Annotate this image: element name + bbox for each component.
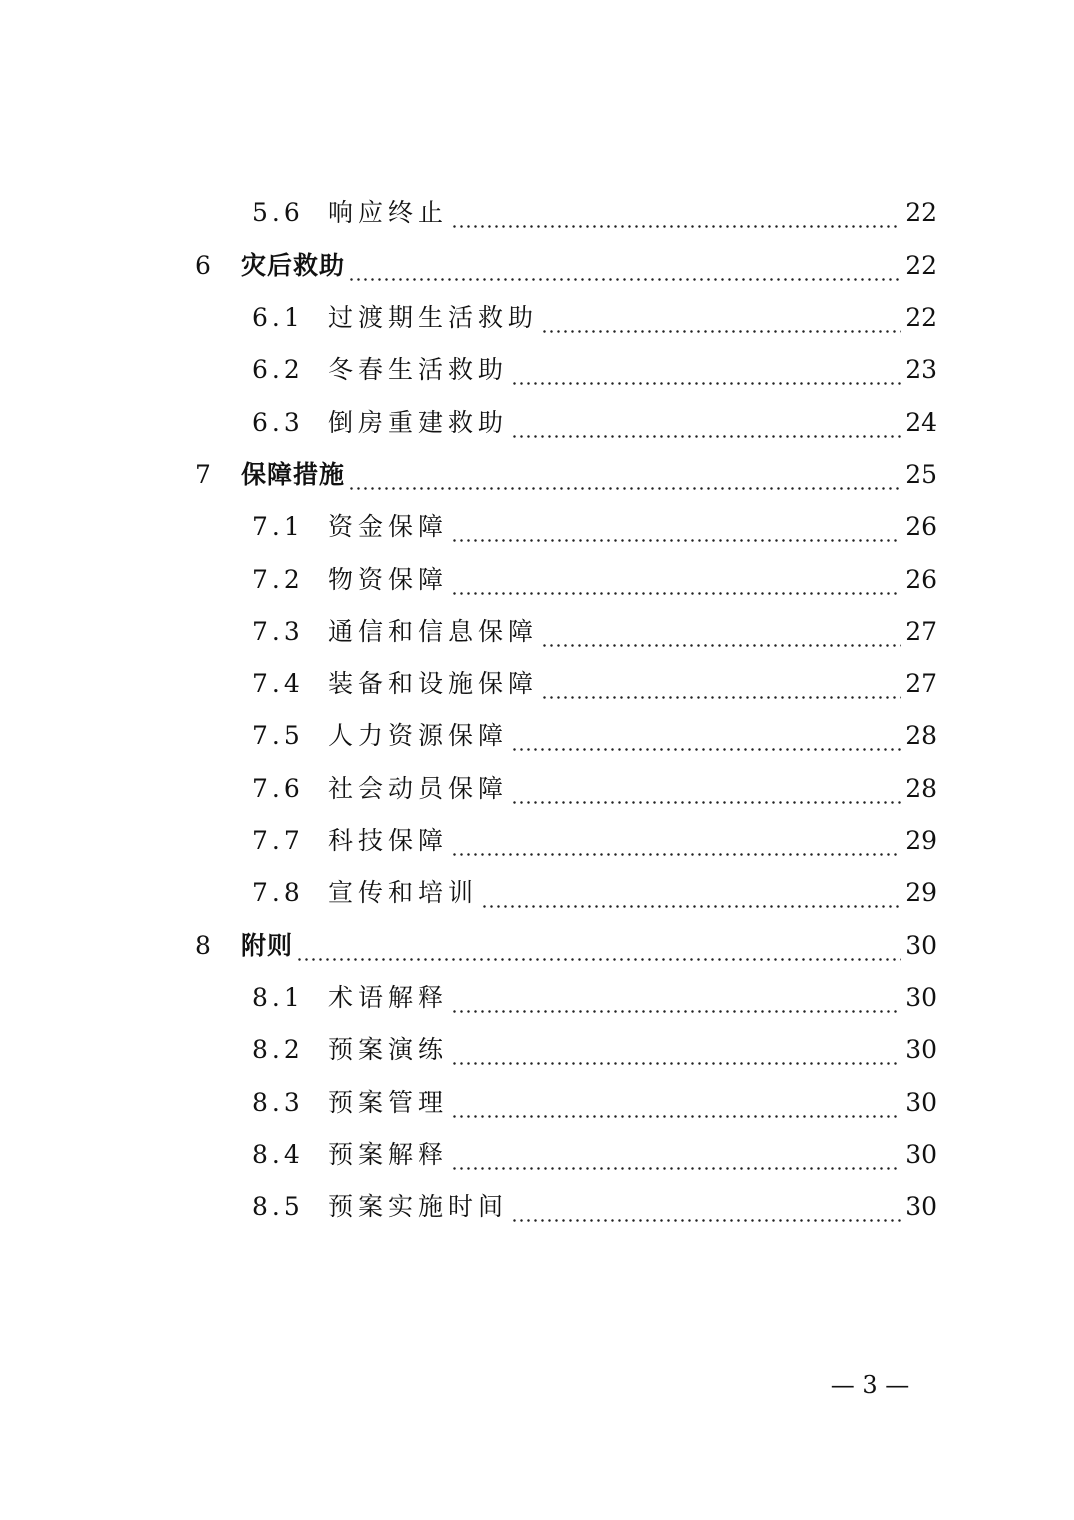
dot-leader: [451, 1083, 901, 1123]
toc-entry-number: 8: [195, 931, 215, 960]
toc-entry: [252, 716, 937, 756]
toc-entry-title: 过渡期生活救助: [328, 303, 539, 332]
toc-entry-page: 30: [905, 983, 937, 1012]
toc-entry-page: 30: [905, 1140, 937, 1169]
toc-entry: [252, 873, 937, 913]
toc-entry-page: 26: [905, 512, 937, 541]
dot-leader: [511, 769, 901, 809]
toc-entry-page: 30: [905, 1192, 937, 1221]
toc-entry-title: 资金保障: [328, 512, 449, 541]
toc-entry: [252, 1135, 937, 1175]
toc-entry-number: 6.3: [252, 408, 304, 437]
toc-entry: [195, 926, 937, 966]
page-number: — 3 —: [830, 1371, 910, 1399]
toc-entry-number: 7.8: [252, 878, 304, 907]
toc-entry-title: 冬春生活救助: [328, 355, 509, 384]
toc-entry-page: 29: [905, 878, 937, 907]
dot-leader: [511, 403, 901, 443]
toc-entry-number: 8.2: [252, 1035, 304, 1064]
toc-entry-number: 6.1: [252, 303, 304, 332]
toc-entry-title: 倒房重建救助: [328, 408, 509, 437]
toc-entry-number: 8.4: [252, 1140, 304, 1169]
toc-entry-page: 30: [905, 1088, 937, 1117]
toc-entry-number: 7.3: [252, 617, 304, 646]
toc-entry: [252, 769, 937, 809]
toc-entry-page: 27: [905, 617, 937, 646]
toc-entry-page: 30: [905, 931, 937, 960]
toc-entry-number: 8.3: [252, 1088, 304, 1117]
toc-entry-number: 7: [195, 460, 215, 489]
toc-entry-page: 22: [905, 198, 937, 227]
toc-entry-title: 物资保障: [328, 565, 449, 594]
toc-entry: [252, 560, 937, 600]
dot-leader: [541, 664, 901, 704]
toc-entry-title: 术语解释: [328, 983, 449, 1012]
toc-entry-title: 预案管理: [328, 1088, 449, 1117]
dot-leader: [451, 821, 901, 861]
dot-leader: [541, 298, 901, 338]
toc-entry-title: 通信和信息保障: [328, 617, 539, 646]
toc-entry-title: 宣传和培训: [328, 878, 479, 907]
toc-entry-page: 30: [905, 1035, 937, 1064]
dot-leader: [511, 350, 901, 390]
dot-leader: [296, 926, 901, 966]
toc-entry-title: 响应终止: [328, 198, 449, 227]
toc-entry-title: 社会动员保障: [328, 774, 509, 803]
dot-leader: [451, 560, 901, 600]
toc-entry-page: 26: [905, 565, 937, 594]
toc-entry: [252, 821, 937, 861]
toc-entry: [252, 350, 937, 390]
toc-entry-title: 人力资源保障: [328, 721, 509, 750]
toc-entry-page: 22: [905, 251, 937, 280]
toc-entry-page: 22: [905, 303, 937, 332]
toc-entry: [252, 612, 937, 652]
toc-entry: [252, 664, 937, 704]
dot-leader: [481, 873, 901, 913]
toc-entry-number: 6.2: [252, 355, 304, 384]
dot-leader: [348, 246, 901, 286]
toc-entry-number: 5.6: [252, 198, 304, 227]
toc-entry: [252, 403, 937, 443]
toc-entry-title: 保障措施: [241, 460, 346, 489]
toc-entry-number: 7.7: [252, 826, 304, 855]
toc-entry: [252, 1083, 937, 1123]
dot-leader: [451, 193, 901, 233]
toc-entry-title: 预案实施时间: [328, 1192, 509, 1221]
toc-entry-page: 28: [905, 774, 937, 803]
dot-leader: [348, 455, 901, 495]
toc-entry-title: 预案演练: [328, 1035, 449, 1064]
dot-leader: [451, 507, 901, 547]
toc-entry-number: 8.5: [252, 1192, 304, 1221]
dot-leader: [451, 1135, 901, 1175]
toc-entry: [252, 978, 937, 1018]
toc-entry-page: 27: [905, 669, 937, 698]
toc-entry: [195, 455, 937, 495]
toc-entry-title: 预案解释: [328, 1140, 449, 1169]
dot-leader: [511, 716, 901, 756]
dot-leader: [451, 1030, 901, 1070]
toc-entry-page: 29: [905, 826, 937, 855]
toc-entry-number: 8.1: [252, 983, 304, 1012]
dot-leader: [451, 978, 901, 1018]
toc-entry: [252, 298, 937, 338]
toc-entry-number: 7.4: [252, 669, 304, 698]
toc-entry-page: 23: [905, 355, 937, 384]
dot-leader: [541, 612, 901, 652]
toc-entry: [252, 507, 937, 547]
toc-entry-title: 装备和设施保障: [328, 669, 539, 698]
toc-entry-page: 24: [905, 408, 937, 437]
toc-entry: [252, 193, 937, 233]
toc-entry-page: 25: [905, 460, 937, 489]
toc-entry-title: 科技保障: [328, 826, 449, 855]
toc-entry-title: 附则: [241, 931, 294, 960]
toc-entry-title: 灾后救助: [241, 251, 346, 280]
toc-entry: [252, 1030, 937, 1070]
toc-entry-number: 7.5: [252, 721, 304, 750]
toc-entry-page: 28: [905, 721, 937, 750]
toc-entry: [252, 1187, 937, 1227]
dot-leader: [511, 1187, 901, 1227]
toc-entry-number: 6: [195, 251, 215, 280]
toc-entry-number: 7.6: [252, 774, 304, 803]
toc-entry: [195, 246, 937, 286]
toc-entry-number: 7.2: [252, 565, 304, 594]
toc-entry-number: 7.1: [252, 512, 304, 541]
